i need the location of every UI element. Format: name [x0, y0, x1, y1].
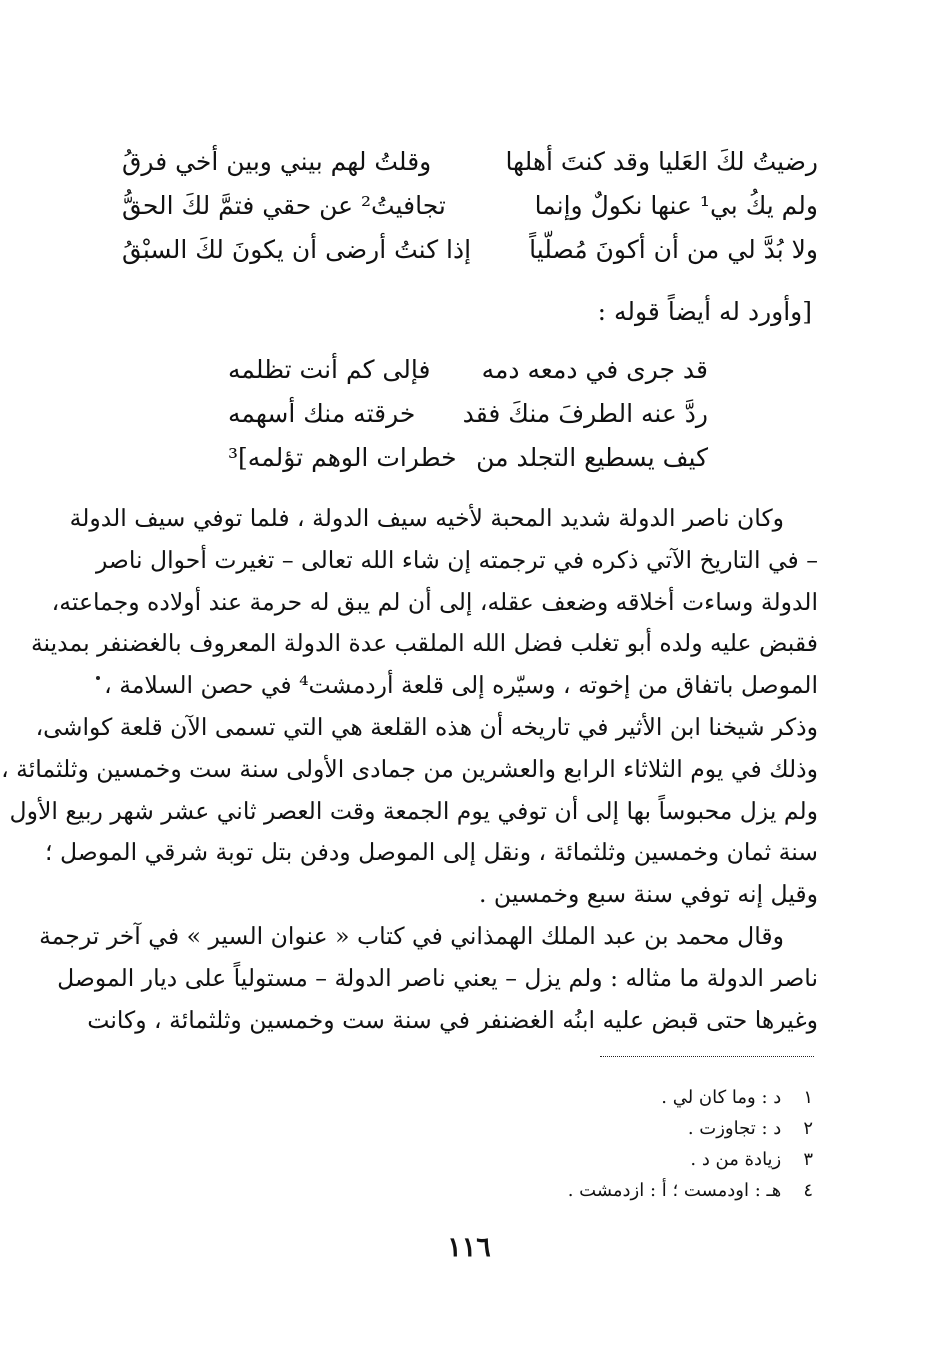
prose-line: وذكر شيخنا ابن الأثير في تاريخه أن هذه القلعة هي التي تسمى الآن قلعة كواشى،: [35, 712, 818, 741]
footnote-number: ٣: [803, 1149, 813, 1170]
verse-second-hemistich: تجافيتُ² عن حقي فتمَّ لكَ الحقُّ: [122, 191, 446, 220]
footnote: [413, 1082, 813, 1113]
prose-line: ناصر الدولة ما مثاله : ولم يزل – يعني ناصر الدولة – مستولياً على ديار الموصل: [57, 963, 818, 992]
prose-line: فقبض عليه ولده أبو تغلب فضل الله الملقب عدة الدولة المعروف بالغضنفر بمدينة: [30, 629, 818, 658]
verse-second-hemistich: إذا كنتُ أرضى أن يكونَ لكَ السبْقُ: [122, 235, 472, 264]
verse-second-hemistich: خطرات الوهم تؤلمه]³: [228, 443, 457, 472]
verse-first-hemistich: قد جرى في دمعه دمه: [481, 355, 708, 384]
prose-body: [1, 498, 818, 1041]
verse-line: [122, 184, 818, 228]
footnote-text: زيادة من د .: [690, 1149, 782, 1170]
margin-dot: [96, 676, 100, 680]
footnote-number: ٤: [803, 1180, 813, 1201]
verse-line: [228, 436, 708, 480]
footnote-separator: [600, 1056, 814, 1057]
verses-top: [122, 140, 818, 272]
footnote: [413, 1113, 813, 1144]
footnote-text: هـ : اودمست ؛ أ : ازدمشت .: [567, 1180, 782, 1201]
verse-first-hemistich: ولم يكُ بي¹ عنها نكولٌ وإنما: [534, 191, 818, 220]
footnotes: [413, 1082, 813, 1206]
verse-second-hemistich: خرقته منك أسهمه: [228, 399, 416, 428]
verse-line: [228, 392, 708, 436]
page-number: ١١٦: [447, 1232, 491, 1263]
prose-line: الدولة وساءت أخلاقه وضعف عقله، إلى أن لم يبق له حرمة عند أولاده وجماعته،: [51, 587, 818, 616]
verse-line: [122, 140, 818, 184]
verse-first-hemistich: رضيتُ لكَ العَليا وقد كنتَ أهلها: [505, 147, 818, 176]
verses-middle: [228, 348, 708, 480]
verse-line: [228, 348, 708, 392]
prose-line: – في التاريخ الآتي ذكره في ترجمته إن شاء الله تعالى – تغيرت أحوال ناصر: [95, 545, 818, 574]
prose-line: وغيرها حتى قبض عليه ابنُه الغضنفر في سنة ست وخمسين وثلثمائة ، وكانت: [87, 1005, 818, 1034]
verse-second-hemistich: فإلى كم أنت تظلمه: [228, 355, 431, 384]
footnote-text: د : تجاوزت .: [687, 1118, 782, 1139]
prose-line: وذلك في يوم الثلاثاء الرابع والعشرين من جمادى الأولى سنة ست وخمسين وثلثمائة ،: [1, 754, 818, 783]
verse-second-hemistich: وقلتُ لهم بيني وبين أخي فرقُ: [122, 147, 432, 176]
prose-line: ولم يزل محبوساً بها إلى أن توفي يوم الجمعة وقت العصر ثاني عشر شهر ربيع الأول: [9, 796, 818, 825]
footnote: [413, 1175, 813, 1206]
footnote: [413, 1144, 813, 1175]
prose-line: وقال محمد بن عبد الملك الهمذاني في كتاب « عنوان السير » في آخر ترجمة: [39, 921, 784, 950]
prose-line: سنة ثمان وخمسين وثلثمائة ، ونقل إلى الموصل ودفن بتل توبة شرقي الموصل ؛: [45, 838, 818, 867]
footnote-number: ١: [803, 1087, 813, 1108]
verse-line: [122, 228, 818, 272]
prose-line: الموصل باتفاق من إخوته ، وسيّره إلى قلعة أردمشت⁴ في حصن السلامة ،: [104, 671, 818, 700]
prose-line: وكان ناصر الدولة شديد المحبة لأخيه سيف الدولة ، فلما توفي سيف الدولة: [69, 504, 784, 532]
verse-first-hemistich: كيف يسطيع التجلد من: [476, 443, 708, 472]
footnote-text: د : وما كان لي .: [661, 1087, 782, 1108]
verse-first-hemistich: ردَّ عنه الطرفَ منكَ فقد: [462, 399, 708, 428]
poem-intro: [وأورد له أيضاً قوله :: [597, 297, 812, 326]
prose-line: وقيل إنه توفي سنة سبع وخمسين .: [478, 880, 818, 909]
verse-first-hemistich: ولا بُدَّ لي من أن أكونَ مُصلّياً: [529, 235, 818, 264]
footnote-number: ٢: [803, 1118, 813, 1139]
